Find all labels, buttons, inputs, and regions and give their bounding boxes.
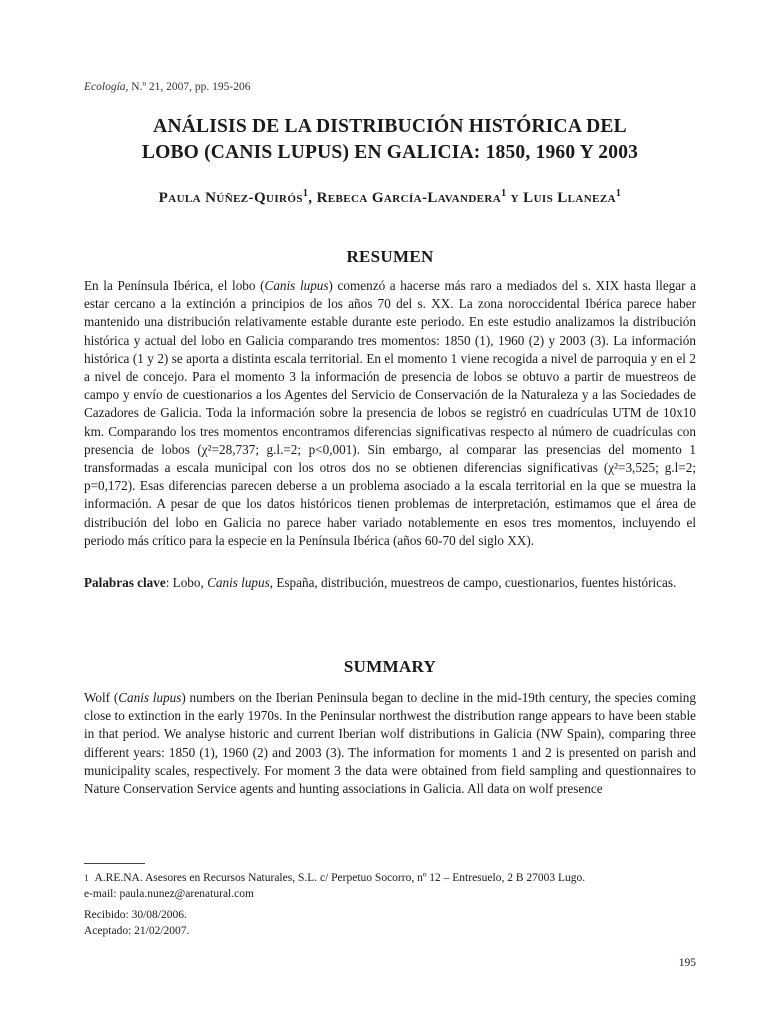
species-name: Canis lupus (118, 690, 182, 705)
page-number: 195 (678, 957, 696, 969)
received-date: Recibido: 30/08/2006. (84, 909, 187, 921)
keywords-label: Palabras clave (84, 575, 166, 590)
keywords-text-start: : Lobo, (165, 575, 208, 590)
footnote-mark: 1 (84, 873, 89, 883)
author-name: Luis Llaneza (523, 190, 616, 206)
summary-text-start: Wolf ( (84, 690, 119, 705)
paper-title (84, 114, 696, 166)
footnote-email: e-mail: paula.nunez@arenatural.com (84, 888, 254, 900)
footnote-divider (84, 863, 145, 864)
journal-citation (84, 81, 250, 93)
summary-heading: SUMMARY (343, 657, 437, 676)
resumen-text-rest: ) comenzó a hacerse más raro a mediados del s. XIX hasta llegar a estar cercano a la extinción a principios de los años 70 del s. XX. La zona noroccidental Ibérica parece haber mantenido una distribución relativamente estable durante este periodo. En este estudio analizamos la distribución histórica y actual del lobo en Galicia comparando tres momentos: 1850 (1), 1960 (2) y 2003 (3). La información histórica (1 y 2) se aporta a distinta escala territorial. En el momento 1 viene recogida a nivel de parroquia y en el 2 a nivel de concejo. Para el momento 3 la información de presencia de lobos se obtuvo a partir de muestreos de campo y envío de cuestionarios a los Agentes del Servicio de Conservación de la Naturaleza y a las Sociedades de Cazadores de Galicia. Toda la información sobre la presencia de lobos se registró en cuadrículas UTM de 10x10 km. Comparando los tres momentos encontramos diferencias significativas respecto al número de cuadrículas con presencia de lobos (χ²=28,737; g.l.=2; p<0,001). Sin embargo, al comparar las presencias del momento 1 transformadas a escala municipal con los otros dos no se obtienen diferencias significativas (χ²=3,525; g.l=2; p=0,172). Esas diferencias parecen deberse a un problema asociado a la escala territorial en la que se muestra la información. A pesar de que los datos históricos tienen problemas de interpretación, estimamos que el área de distribución del lobo en Galicia no parece haber variado notablemente en esos tres momentos, incluyendo el periodo más crítico para la especie en la Península Ibérica (años 60-70 del siglo XX). (84, 278, 696, 548)
author-name: Rebeca García-Lavandera (316, 190, 502, 206)
journal-name: Ecología, (84, 81, 129, 93)
resumen-text-start: En la Península Ibérica, el lobo ( (84, 278, 265, 293)
author-conjunction: y (510, 190, 520, 206)
author-separator: , (308, 190, 313, 206)
title-line-2: LOBO (CANIS LUPUS) EN GALICIA: 1850, 1960 Y 2003 (141, 142, 639, 163)
footnote-address: A.RE.NA. Asesores en Recursos Naturales, S.L. c/ Perpetuo Socorro, nº 12 – Entresuelo, 2 B 27003 Lugo. (94, 872, 586, 884)
journal-details: N.º 21, 2007, pp. 195-206 (128, 81, 251, 93)
keywords-text-rest: , España, distribución, muestreos de campo, cuestionarios, fuentes históricas. (269, 575, 677, 590)
footnote (84, 870, 696, 902)
resumen-heading: RESUMEN (346, 247, 434, 266)
keywords (84, 574, 696, 592)
keywords-species: Canis lupus (207, 575, 270, 590)
author-affiliation-mark: 1 (302, 188, 309, 199)
footnote-affiliation (84, 870, 696, 886)
summary-paragraph (84, 689, 696, 798)
paper-page (84, 0, 696, 1024)
species-name: Canis lupus (264, 278, 329, 293)
author-affiliation-mark: 1 (501, 188, 507, 199)
author-list (84, 188, 696, 207)
author-affiliation-mark: 1 (615, 188, 622, 199)
title-line-1: ANÁLISIS DE LA DISTRIBUCIÓN HISTÓRICA DEL (153, 116, 627, 137)
author-name: Paula Núñez-Quirós (158, 190, 303, 206)
submission-dates (84, 907, 189, 939)
summary-text-rest: ) numbers on the Iberian Peninsula began to decline in the mid-19th century, the species coming close to extinction in the early 1970s. In the Peninsular northwest the distribution range appears to have been stable in that period. We analyse historic and current Iberian wolf distributions in Galicia (NW Spain), comparing three different years: 1850 (1), 1960 (2) and 2003 (3). The information for moments 1 and 2 is presented on parish and municipality scales, respectively. For moment 3 the data were obtained from field sampling and questionnaires to Nature Conservation Service agents and hunting associations in Galicia. All data on wolf presence (84, 690, 696, 797)
accepted-date: Aceptado: 21/02/2007. (84, 925, 190, 937)
resumen-paragraph (84, 277, 696, 550)
